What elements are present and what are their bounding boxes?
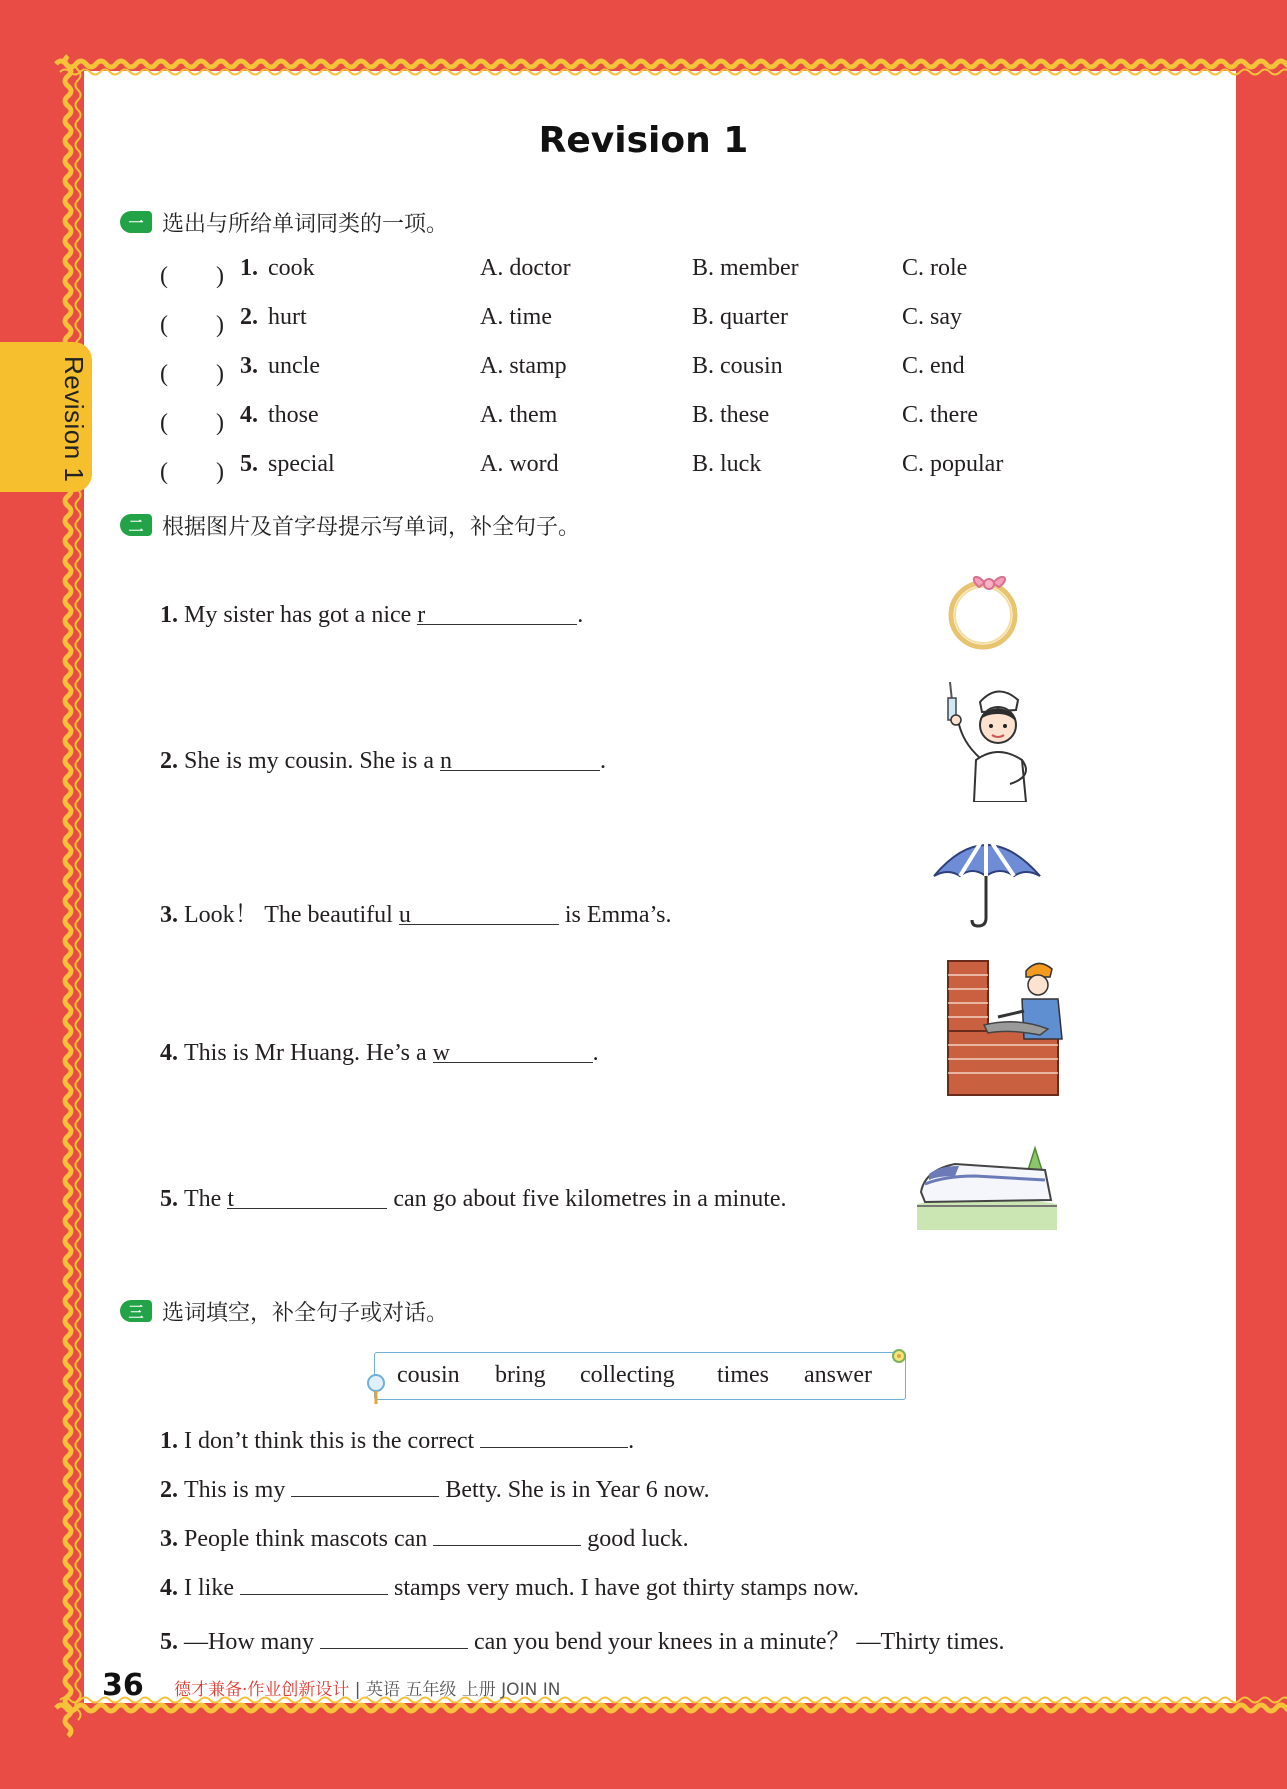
section1-header xyxy=(120,208,448,236)
hint-letter: n xyxy=(440,748,452,774)
flower-icon xyxy=(887,1344,911,1368)
answer-blank[interactable] xyxy=(227,1186,387,1212)
page-number: 36 xyxy=(102,1668,144,1703)
question-number: 4. xyxy=(240,402,258,428)
option-a: A. them xyxy=(480,402,558,428)
question-number: 3. xyxy=(160,1526,178,1552)
fill-sentence xyxy=(160,894,672,929)
option-a: A. stamp xyxy=(480,353,567,379)
section3-instruction: 选词填空，补全句子或对话。 xyxy=(162,1300,449,1326)
option-c: C. popular xyxy=(902,451,1004,477)
choice-row xyxy=(160,353,1060,387)
worker-icon xyxy=(940,955,1070,1100)
option-a: A. doctor xyxy=(480,255,571,281)
sentence-after: can you bend your knees in a minute？ —Thirty times. xyxy=(467,1629,1005,1655)
question-number: 5. xyxy=(160,1186,178,1212)
answer-blank[interactable] xyxy=(417,602,577,628)
question-number: 2. xyxy=(160,748,178,774)
nurse-icon xyxy=(940,680,1050,802)
question-word: uncle xyxy=(268,353,320,379)
hint-letter: u xyxy=(398,902,411,928)
footer-series: 德才兼备·作业创新设计 | 英语 五年级 上册 JOIN IN xyxy=(174,1680,561,1700)
answer-blank[interactable] xyxy=(433,1523,581,1546)
hint-letter: w xyxy=(432,1040,450,1066)
answer-paren[interactable]: ( ) xyxy=(160,361,224,387)
option-c: C. end xyxy=(902,353,965,379)
choice-row xyxy=(160,304,1060,338)
question-number: 4. xyxy=(160,1040,178,1066)
question-number: 1. xyxy=(160,1428,178,1454)
fill-sentence xyxy=(160,1572,859,1602)
sentence-after: good luck. xyxy=(581,1526,689,1552)
fill-sentence xyxy=(160,1186,787,1213)
footer-subject: 英语 xyxy=(365,1680,400,1700)
sentence-after: . xyxy=(592,1040,599,1066)
section3-header xyxy=(120,1297,448,1325)
answer-blank[interactable] xyxy=(320,1626,468,1649)
sentence-before: My sister has got a nice xyxy=(184,602,418,628)
section2-header xyxy=(120,511,580,539)
sentence-after: . xyxy=(577,602,584,628)
side-tab-label: Revision 1 xyxy=(59,356,89,483)
question-word: special xyxy=(268,451,335,477)
fill-sentence xyxy=(160,1040,599,1067)
sentence-before: Look！ The beautiful xyxy=(184,902,399,928)
word-bank-item: bring xyxy=(495,1362,546,1388)
footer-term: 上册 xyxy=(461,1680,496,1700)
question-number: 5. xyxy=(240,451,258,477)
question-word: cook xyxy=(268,255,315,281)
word-bank-item: collecting xyxy=(580,1362,675,1388)
question-number: 1. xyxy=(160,602,178,628)
answer-paren[interactable]: ( ) xyxy=(160,312,224,338)
word-bank-item: answer xyxy=(804,1362,872,1388)
choice-row xyxy=(160,402,1060,436)
question-word: those xyxy=(268,402,319,428)
question-number: 3. xyxy=(160,902,178,928)
answer-paren[interactable]: ( ) xyxy=(160,263,224,289)
option-a: A. word xyxy=(480,451,559,477)
word-bank xyxy=(374,1352,906,1400)
sentence-before: The xyxy=(184,1186,228,1212)
sentence-after: is Emma’s. xyxy=(558,902,672,928)
sentence-after: . xyxy=(628,1428,635,1454)
choice-row xyxy=(160,451,1060,485)
question-number: 2. xyxy=(160,1477,178,1503)
sentence-after: stamps very much. I have got thirty stamps now. xyxy=(387,1575,860,1601)
hint-letter: r xyxy=(417,602,426,628)
option-c: C. there xyxy=(902,402,978,428)
option-b: B. these xyxy=(692,402,770,428)
answer-blank[interactable] xyxy=(398,902,559,928)
section3-badge: 三 xyxy=(120,1300,152,1322)
answer-blank[interactable] xyxy=(291,1474,439,1497)
side-tab xyxy=(0,342,92,492)
option-c: C. say xyxy=(902,304,962,330)
answer-paren[interactable]: ( ) xyxy=(160,410,224,436)
sentence-before: I like xyxy=(184,1575,240,1601)
sentence-before: This is my xyxy=(184,1477,292,1503)
option-b: B. luck xyxy=(692,451,762,477)
option-b: B. member xyxy=(692,255,799,281)
fill-sentence xyxy=(160,602,583,629)
fill-sentence xyxy=(160,1621,1005,1656)
fill-sentence xyxy=(160,1425,634,1455)
sentence-before: People think mascots can xyxy=(184,1526,434,1552)
section2-badge: 二 xyxy=(120,514,152,536)
footer-grade: 五年级 xyxy=(405,1680,457,1700)
ring-icon xyxy=(945,565,1025,655)
fill-sentence xyxy=(160,1523,689,1553)
option-b: B. quarter xyxy=(692,304,788,330)
answer-blank[interactable] xyxy=(440,748,600,774)
fill-sentence xyxy=(160,1474,710,1504)
question-number: 3. xyxy=(240,353,258,379)
option-b: B. cousin xyxy=(692,353,783,379)
question-word: hurt xyxy=(268,304,307,330)
question-number: 2. xyxy=(240,304,258,330)
fill-sentence xyxy=(160,748,606,775)
footer-edition: JOIN IN xyxy=(501,1680,561,1700)
umbrella-icon xyxy=(930,830,1045,930)
answer-blank[interactable] xyxy=(240,1572,388,1595)
question-number: 5. xyxy=(160,1629,178,1655)
sentence-before: This is Mr Huang. He’s a xyxy=(184,1040,433,1066)
sentence-before: She is my cousin. She is a xyxy=(184,748,440,774)
train-icon xyxy=(915,1140,1060,1232)
footer-series-name: 德才兼备·作业创新设计 xyxy=(174,1680,350,1700)
question-number: 4. xyxy=(160,1575,178,1601)
option-c: C. role xyxy=(902,255,968,281)
word-bank-item: times xyxy=(717,1362,769,1388)
section1-instruction: 选出与所给单词同类的一项。 xyxy=(162,211,449,237)
sentence-after: . xyxy=(600,748,606,774)
magnifier-icon xyxy=(364,1372,390,1406)
word-bank-item: cousin xyxy=(397,1362,460,1388)
section2-instruction: 根据图片及首字母提示写单词，补全句子。 xyxy=(162,514,581,540)
sentence-after: Betty. She is in Year 6 now. xyxy=(439,1477,710,1503)
hint-letter: t xyxy=(227,1186,234,1212)
answer-paren[interactable]: ( ) xyxy=(160,459,224,485)
question-number: 1. xyxy=(240,255,258,281)
page-title: Revision 1 xyxy=(538,120,749,161)
sentence-before: I don’t think this is the correct xyxy=(184,1428,481,1454)
answer-blank[interactable] xyxy=(432,1040,593,1066)
sentence-before: —How many xyxy=(184,1629,320,1655)
sentence-after: can go about five kilometres in a minute. xyxy=(387,1186,787,1212)
answer-blank[interactable] xyxy=(480,1425,628,1448)
option-a: A. time xyxy=(480,304,552,330)
choice-row xyxy=(160,255,1060,289)
section1-badge: 一 xyxy=(120,211,152,233)
